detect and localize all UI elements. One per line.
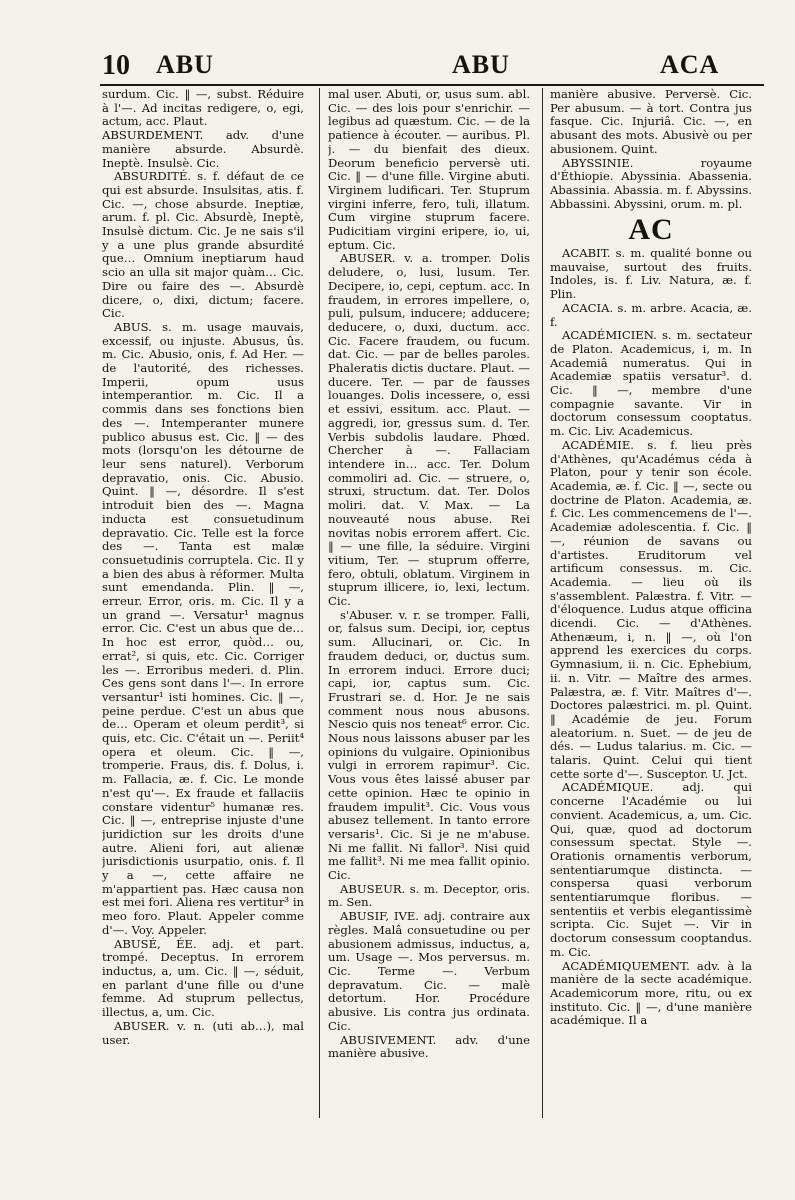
dictionary-entry: ABUSEUR. s. m. Deceptor, oris. m. Sen. [328, 881, 530, 910]
running-header [64, 48, 754, 82]
header-rule [100, 84, 764, 86]
column-left [102, 88, 304, 1163]
dictionary-entry: ABUSÉ, ÉE. adj. et part. trompé. Deceptus. In errorem inductus, a, um. Cic. ‖ —, séduit, en parlant d'une fille ou d'une femme. Ad stuprum pellectus, illectus, a, um. Cic. [102, 936, 304, 1020]
dictionary-entry: ACADÉMICIEN. s. m. sectateur de Platon. Academicus, i, m. In Academiâ numeratus. Qui in Academiæ spatiis versatur³. d. Cic. ‖ —, membre d'une compagnie savante. Vir in doctorum consessum cooptatus. m. Cic. Liv. Academicus. [550, 328, 752, 439]
page-number: 10 [102, 50, 130, 81]
dictionary-entry: surdum. Cic. ‖ —, subst. Réduire à l'—. Ad incitas redigere, o, egi, actum, acc. Plaut. [102, 88, 304, 129]
dictionary-entry: ABSURDEMENT. adv. d'une manière absurde. Absurdè. Ineptè. Insulsè. Cic. [102, 128, 304, 170]
column-middle [328, 88, 530, 1163]
dictionary-entry: s'Abuser. v. r. se tromper. Falli, or, falsus sum. Decipi, ior, ceptus sum. Allucinari, or. Cic. In fraudem deduci, or, ductus sum. In errorem induci. Errore duci; capi, ior, captus sum. Cic. Frustrari se. d. Hor. Je ne sais comment nous nous abusons. Nescio quis nos teneat⁶ error. Cic. Nous nous laissons abuser par les opinions du vulgaire. Opinionibus vulgi in errorem rapimur³. Cic. Vous vous êtes laissé abuser par cette opinion. Hæc te opinio in fraudem impulit³. Cic. Vous vous abusez tellement. In tanto errore versaris¹. Cic. Si je ne m'abuse. Ni me fallit. Ni fallor³. Nisi quid me fallit³. Ni me mea fallit opinio. Cic. [328, 607, 530, 883]
column-divider-left [319, 88, 320, 1118]
dictionary-entry: ABUSER. v. a. tromper. Dolis deludere, o, lusi, lusum. Ter. Decipere, io, cepi, ceptum. acc. In fraudem, in errores impellere, o, puli, pulsum, inducere; adducere; deducere, o, duxi, ductum. acc. Cic. Facere fraudem, ou fucum. dat. Cic. — par de belles paroles. Phaleratis dictis ductare. Plaut. — ducere. Ter. — par de fausses louanges. Dolis incessere, o, essi et essivi, essitum. acc. Plaut. — aggredi, ior, gressus sum. d. Ter. Verbis subdolis laudare. Phœd. Chercher à —. Fallaciam intendere in… acc. Ter. Dolum commoliri ad. Cic. — struere, o, struxi, structum. dat. Ter. Dolos moliri. dat. V. Max. — La nouveauté nous abuse. Rei novitas nobis errorem affert. Cic. ‖ — une fille, la séduire. Virgini vitium, Ter. — stuprum offerre, fero, obtuli, oblatum. Virginem in stuprum illicere, io, lexi, lectum. Cic. [328, 251, 530, 609]
dictionary-entry: ABSURDITÉ. s. f. défaut de ce qui est absurde. Insulsitas, atis. f. Cic. —, chose absurde. Ineptiæ, arum. f. pl. Cic. Absurdè, Ineptè, Insulsè dictum. Cic. Je ne sais s'il y a une plus grande absurdité que… Omnium ineptiarum haud scio an ulla sit major quàm… Cic. Dire ou faire des —. Absurdè dicere, o, dixi, dictum; facere. Cic. [102, 169, 304, 321]
header-right-word: ACA [660, 50, 720, 79]
dictionary-entry: ACADÉMIQUE. adj. qui concerne l'Académie ou lui convient. Academicus, a, um. Cic. Qui, quæ, quod ad doctorum consessum spectat. Style —. Orationis ornamentis verborum, sententiarumque distincta. — conspersa quasi verborum sententiarumque floribus. — sententiis et verbis elegantissimè scripta. Cic. Sujet —. Vir in doctorum consessum cooptandus. m. Cic. [550, 780, 752, 959]
dictionary-entry: mal user. Abuti, or, usus sum. abl. Cic. — des lois pour s'enrichir. — legibus ad quæstum. Cic. — de la patience à écouter. — auribus. Pl. j. — du bienfait des dieux. Deorum beneficio perversè uti. Cic. ‖ — d'une fille. Virgine abuti. Virginem ludificari. Ter. Stuprum virgini inferre, fero, tuli, illatum. Cum virgine stuprum facere. Pudicitiam virgini eripere, io, ui, eptum. Cic. [328, 88, 530, 252]
header-left-word: ABU [156, 50, 214, 79]
dictionary-entry: ABYSSINIE. royaume d'Éthiopie. Abyssinia. Abassenia. Abassinia. Abassia. m. f. Abyssins. Abbassini. Abyssini, orum. m. pl. [550, 155, 752, 211]
dictionary-entry: ACABIT. s. m. qualité bonne ou mauvaise, surtout des fruits. Indoles, is. f. Liv. Natura, æ. f. Plin. [550, 246, 752, 302]
dictionary-entry: ACACIA. s. m. arbre. Acacia, æ. f. [550, 300, 752, 329]
dictionary-entry: manière abusive. Perversè. Cic. Per abusum. — à tort. Contra jus fasque. Cic. Injuriâ. Cic. —, en abusant des mots. Abusivè ou per abusionem. Quint. [550, 88, 752, 156]
dictionary-entry: ACADÉMIE. s. f. lieu près d'Athènes, qu'Académus céda à Platon, pour y tenir son école. Academia, æ. f. Cic. ‖ —, secte ou doctrine de Platon. Academia, æ. f. Cic. Les commencemens de l'—. Academiæ adolescentia. f. Cic. ‖ —, réunion de savans ou d'artistes. Eruditorum vel artificum consessus. m. Cic. Academia. — lieu où ils s'assemblent. Palæstra. f. Vitr. — d'éloquence. Ludus atque officina dicendi. Cic. — d'Athènes. Athenæum, i, n. ‖ —, où l'on apprend les exercices du corps. Gymnasium, ii. n. Cic. Ephebium, ii. n. Vitr. — Maître des armes. Palæstra, æ. f. Vitr. Maîtres d'—. Doctores palæstrici. m. pl. Quint. ‖ Académie de jeu. Forum aleatorium. n. Suet. — de jeu de dés. — Ludus talarius. m. Cic. — talaris. Quint. Celui qui tient cette sorte d'—. Susceptor. U. Jct. [550, 437, 752, 781]
dictionary-entry: ABUS. s. m. usage mauvais, excessif, ou injuste. Abusus, ûs. m. Cic. Abusio, onis, f. Ad Her. — de l'autorité, des richesses. Imperii, opum usus intemperantior. m. Cic. Il a commis dans ses fonctions bien des —. Intemperanter munere publico abusus est. Cic. ‖ — des mots (lorsqu'on les détourne de leur sens naturel). Verborum depravatio, onis. Cic. Abusio. Quint. ‖ —, désordre. Il s'est introduit bien des —. Magna inducta est consuetudinum depravatio. Cic. Telle est la force des —. Tanta est malæ consuetudinis corruptela. Cic. Il y a bien des abus à réformer. Multa sunt emendanda. Plin. ‖ —, erreur. Error, oris. m. Cic. Il y a un grand —. Versatur¹ magnus error. Cic. C'est un abus que de… In hoc est error, quòd… ou, errat², si quis, etc. Cic. Corriger les —. Erroribus mederi. d. Plin. Ces gens sont dans l'—. In errore versantur¹ isti homines. Cic. ‖ —, peine perdue. C'est un abus que de… Operam et oleum perdit³, si quis, etc. Cic. C'était un —. Periit⁴ opera et oleum. Cic. ‖ —, tromperie. Fraus, dis. f. Dolus, i. m. Fallacia, æ. f. Cic. Le monde n'est qu'—. Ex fraude et fallaciis constare videntur⁵ humanæ res. Cic. ‖ —, entreprise injuste d'une juridiction sur les droits d'une autre. Alieni fori, aut alienæ jurisdictionis usurpatio, onis. f. Il y a —, cette affaire ne m'appartient pas. Hæc causa non est mei fori. Aliena res vertitur³ in meo foro. Plaut. Appeler comme d'—. Voy. Appeler. [102, 319, 304, 937]
dictionary-entry: ABUSIVEMENT. adv. d'une manière abusive. [328, 1032, 530, 1061]
dictionary-page [64, 48, 754, 1163]
header-center-word: ABU [452, 50, 510, 79]
column-divider-right [542, 88, 543, 1118]
dictionary-entry: ACADÉMIQUEMENT. adv. à la manière de la secte académique. Academicorum more, ritu, ou ex instituto. Cic. ‖ —, d'une manière académique. Il a [550, 958, 752, 1028]
dictionary-entry: ABUSER. v. n. (uti ab…), mal user. [102, 1018, 304, 1047]
column-right [550, 88, 752, 1163]
dictionary-entry: ABUSIF, IVE. adj. contraire aux règles. Malâ consuetudine ou per abusionem admissus, inductus, a, um. Usage —. Mos perversus. m. Cic. Terme —. Verbum depravatum. Cic. — malè detortum. Hor. Procédure abusive. Lis contra jus ordinata. Cic. [328, 909, 530, 1033]
section-heading: AC [628, 213, 674, 247]
